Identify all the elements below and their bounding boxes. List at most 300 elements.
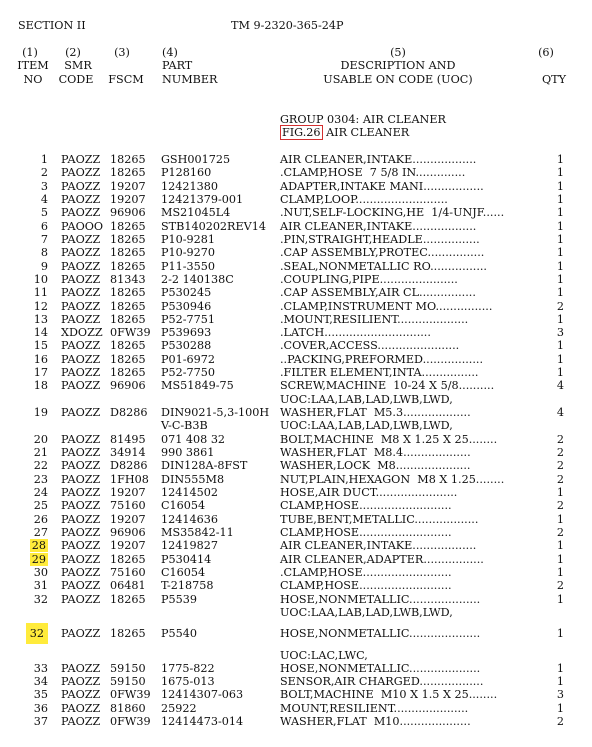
fscm-code-text: 18265 (110, 233, 146, 246)
quantity-text: 2 (556, 473, 564, 486)
smr-code-text: PAOZZ (61, 675, 101, 688)
description-text: HOSE,NONMETALLIC.................... (280, 593, 481, 606)
fscm-code-text: 18265 (110, 286, 146, 299)
item-number (14, 233, 48, 246)
smr-code (61, 313, 100, 326)
part-number (161, 260, 215, 273)
fscm-code-text: 18265 (110, 220, 146, 233)
fscm-code-text: 0FW39 (110, 688, 151, 701)
smr-code (61, 553, 100, 566)
description-text: ..PACKING,PREFORMED................. (280, 353, 484, 366)
smr-code-text: PAOZZ (61, 433, 101, 446)
fscm-code-text: 81495 (110, 433, 146, 446)
quantity-text: 2 (556, 526, 564, 539)
quantity-text: 1 (556, 286, 564, 299)
description-text: CLAMP,HOSE.......................... (280, 499, 452, 512)
quantity-text: 1 (556, 539, 564, 552)
item-number-text: 30 (33, 566, 48, 579)
description (280, 473, 504, 486)
description (280, 233, 480, 246)
fscm-code (110, 286, 146, 299)
description-text: HOSE,NONMETALLIC.................... (280, 662, 481, 675)
smr-code-text: PAOZZ (61, 153, 101, 166)
description-text: UOC:LAA,LAB,LAD,LWB,LWD, (280, 419, 453, 432)
item-number-text: 32 (33, 593, 48, 606)
description (280, 606, 453, 619)
fscm-code (110, 180, 146, 193)
fscm-code (110, 379, 146, 392)
part-number (161, 273, 234, 286)
item-number (14, 193, 48, 206)
part-number-text: DIN555M8 (161, 473, 225, 486)
part-number (161, 593, 197, 606)
quantity-text: 1 (556, 180, 564, 193)
part-number-text: 25922 (161, 702, 197, 715)
quantity-text: 1 (556, 273, 564, 286)
item-number (14, 486, 48, 499)
fscm-code (110, 246, 146, 259)
part-number-text: MS21045L4 (161, 206, 231, 219)
item-number (14, 406, 48, 419)
part-number-text: P11-3550 (161, 260, 216, 273)
smr-code (61, 326, 103, 339)
item-number-text: 6 (40, 220, 48, 233)
description-text: .CLAMP,HOSE 7 5/8 IN.............. (280, 166, 466, 179)
smr-code (61, 300, 100, 313)
fscm-code-text: 1FH08 (110, 473, 149, 486)
item-number-text: 5 (40, 206, 48, 219)
fscm-code (110, 300, 146, 313)
fscm-code-text: 18265 (110, 153, 146, 166)
description-text: NUT,PLAIN,HEXAGON M8 X 1.25........ (280, 473, 505, 486)
col-item-num: (1) (22, 46, 38, 59)
item-number-text: 29 (31, 553, 46, 566)
item-number (14, 260, 48, 273)
fscm-code-text: 19207 (110, 193, 146, 206)
smr-code (61, 286, 100, 299)
smr-code-text: PAOZZ (61, 688, 101, 701)
item-number-text: 12 (33, 300, 48, 313)
item-number (14, 180, 48, 193)
fscm-code (110, 313, 146, 326)
quantity (546, 406, 564, 419)
description-text: .CAP ASSEMBLY,PROTEC................ (280, 246, 485, 259)
smr-code-text: PAOZZ (61, 273, 101, 286)
item-number (14, 579, 48, 592)
quantity (546, 246, 564, 259)
smr-code-text: PAOZZ (61, 446, 101, 459)
part-number-text: P128160 (161, 166, 212, 179)
description (280, 260, 487, 273)
quantity (546, 353, 564, 366)
part-number-text: P530288 (161, 339, 212, 352)
description (280, 675, 483, 688)
fscm-code-text: 18265 (110, 366, 146, 379)
fscm-code (110, 662, 146, 675)
description-text: .CAP ASSEMBLY,AIR CL................ (280, 286, 476, 299)
smr-code (61, 627, 100, 640)
smr-code (61, 715, 100, 728)
quantity-text: 2 (556, 579, 564, 592)
description (280, 166, 465, 179)
part-number (161, 486, 218, 499)
description (280, 339, 459, 352)
col-smr-l2: CODE (58, 73, 94, 86)
item-number-text: 14 (33, 326, 48, 339)
description-text: .LATCH.............................. (280, 326, 431, 339)
fscm-code (110, 406, 147, 419)
quantity (546, 446, 564, 459)
description-text: SCREW,MACHINE 10-24 X 5/8.......... (280, 379, 495, 392)
quantity-text: 2 (556, 300, 564, 313)
item-number-text: 31 (33, 579, 48, 592)
smr-code-text: PAOZZ (61, 300, 101, 313)
item-number-text: 32 (26, 623, 48, 644)
item-number-text: 34 (33, 675, 48, 688)
part-number (161, 688, 243, 701)
smr-code (61, 406, 100, 419)
fscm-code-text: 96906 (110, 206, 146, 219)
quantity (546, 499, 564, 512)
figure-caption (280, 126, 409, 139)
tm-number: TM 9-2320-365-24P (231, 19, 344, 32)
fscm-code-text: 18265 (110, 313, 146, 326)
smr-code (61, 193, 100, 206)
description (280, 206, 504, 219)
description-text: .MOUNT,RESILIENT.................... (280, 313, 469, 326)
item-number (14, 353, 48, 366)
col-item-l1: ITEM (17, 59, 49, 72)
item-number-text: 28 (31, 539, 46, 552)
smr-code-text: PAOZZ (61, 366, 101, 379)
part-number-text: C16054 (161, 566, 206, 579)
description (280, 353, 483, 366)
smr-code (61, 486, 100, 499)
part-number-text: 12421380 (161, 180, 218, 193)
quantity-text: 2 (556, 715, 564, 728)
quantity (546, 260, 564, 273)
smr-code (61, 662, 100, 675)
item-number-text: 2 (40, 166, 48, 179)
description (280, 433, 497, 446)
part-number (161, 286, 211, 299)
part-number-text: P5539 (161, 593, 197, 606)
item-number-text: 21 (33, 446, 48, 459)
item-number (14, 300, 48, 313)
fscm-code (110, 579, 146, 592)
part-number-text: DIN128A-8FST (161, 459, 248, 472)
quantity-text: 4 (556, 406, 564, 419)
quantity-text: 2 (556, 459, 564, 472)
description (280, 553, 484, 566)
smr-code-text: PAOZZ (61, 206, 101, 219)
description-text: CLAMP,HOSE.......................... (280, 579, 452, 592)
item-number (14, 153, 48, 166)
part-number-text: 071 408 32 (161, 433, 226, 446)
item-number-text: 9 (40, 260, 48, 273)
smr-code (61, 513, 100, 526)
quantity (546, 579, 564, 592)
smr-code (61, 273, 100, 286)
part-number (161, 446, 214, 459)
smr-code (61, 675, 100, 688)
smr-code-text: PAOZZ (61, 379, 101, 392)
part-number (161, 473, 224, 486)
description (280, 702, 468, 715)
item-number (14, 246, 48, 259)
smr-code-text: PAOZZ (61, 526, 101, 539)
fscm-code-text: 81860 (110, 702, 146, 715)
quantity (546, 233, 564, 246)
description-text: .CLAMP,INSTRUMENT MO................ (280, 300, 493, 313)
part-number-text: 12414636 (161, 513, 218, 526)
description-text: MOUNT,RESILIENT..................... (280, 702, 469, 715)
description-text: HOSE,NONMETALLIC.................... (280, 627, 481, 640)
quantity (546, 486, 564, 499)
fscm-code-text: 19207 (110, 180, 146, 193)
group-title: GROUP 0304: AIR CLEANER (280, 113, 446, 126)
fscm-code (110, 473, 149, 486)
part-number-text: P01-6972 (161, 353, 216, 366)
fscm-code-text: 18265 (110, 166, 146, 179)
description (280, 446, 471, 459)
item-number-text: 15 (33, 339, 48, 352)
item-number-text: 25 (33, 499, 48, 512)
fscm-code-text: 75160 (110, 499, 146, 512)
smr-code-text: PAOZZ (61, 627, 101, 640)
fscm-code-text: D8286 (110, 406, 148, 419)
part-number-text: 12414473-014 (161, 715, 244, 728)
description (280, 379, 494, 392)
item-number (14, 366, 48, 379)
description-text: BOLT,MACHINE M8 X 1.25 X 25........ (280, 433, 498, 446)
part-number-text: P5540 (161, 627, 197, 640)
fscm-code (110, 206, 146, 219)
description-text: SENSOR,AIR CHARGED.................. (280, 675, 484, 688)
quantity-text: 1 (556, 662, 564, 675)
fscm-code (110, 260, 146, 273)
item-number (14, 379, 48, 392)
quantity-text: 1 (556, 486, 564, 499)
item-number (14, 473, 48, 486)
quantity (546, 513, 564, 526)
item-number (14, 326, 48, 339)
part-number-text: P530414 (161, 553, 212, 566)
item-number (14, 286, 48, 299)
col-desc-l1: DESCRIPTION AND (340, 59, 456, 72)
item-number (14, 339, 48, 352)
quantity (546, 473, 564, 486)
smr-code (61, 260, 100, 273)
description (280, 326, 431, 339)
col-qty-num: (6) (538, 46, 554, 59)
part-number (161, 406, 269, 419)
description (280, 419, 453, 432)
col-part-l1: PART (162, 59, 193, 72)
section-label: SECTION II (18, 19, 86, 32)
part-number-text: MS35842-11 (161, 526, 234, 539)
description-text: WASHER,FLAT M10.................... (280, 715, 471, 728)
fscm-code-text: 59150 (110, 662, 146, 675)
quantity (546, 593, 564, 606)
fscm-code (110, 499, 146, 512)
item-number-text: 19 (33, 406, 48, 419)
description-text: .FILTER ELEMENT,INTA................ (280, 366, 479, 379)
quantity-text: 1 (556, 220, 564, 233)
smr-code-text: PAOZZ (61, 715, 101, 728)
item-number (14, 273, 48, 286)
smr-code-text: PAOZZ (61, 579, 101, 592)
part-number-text: T-218758 (161, 579, 214, 592)
part-number (161, 180, 218, 193)
description (280, 526, 452, 539)
figure-link[interactable]: FIG.26 (282, 126, 321, 139)
quantity (546, 662, 564, 675)
fscm-code-text: 34914 (110, 446, 146, 459)
smr-code-text: PAOZZ (61, 166, 101, 179)
description-text: AIR CLEANER,INTAKE.................. (280, 539, 477, 552)
quantity-text: 1 (556, 313, 564, 326)
quantity-text: 1 (556, 702, 564, 715)
quantity-text: 1 (556, 553, 564, 566)
item-number (14, 553, 48, 566)
item-number (14, 627, 48, 640)
item-number-text: 20 (33, 433, 48, 446)
fscm-code (110, 593, 146, 606)
item-number (14, 539, 48, 552)
quantity (546, 180, 564, 193)
fscm-code-text: 18265 (110, 300, 146, 313)
fscm-code-text: 18265 (110, 593, 146, 606)
smr-code-text: PAOZZ (61, 539, 101, 552)
fscm-code (110, 166, 146, 179)
part-number (161, 539, 218, 552)
quantity (546, 379, 564, 392)
fscm-code-text: 59150 (110, 675, 146, 688)
smr-code (61, 153, 100, 166)
quantity-text: 1 (556, 246, 564, 259)
fscm-code-text: 18265 (110, 553, 146, 566)
part-number-text: 1675-013 (161, 675, 215, 688)
part-number (161, 166, 211, 179)
item-number (14, 206, 48, 219)
part-number-text: P52-7750 (161, 366, 216, 379)
smr-code (61, 459, 100, 472)
quantity (546, 688, 564, 701)
quantity (546, 553, 564, 566)
quantity (546, 702, 564, 715)
quantity (546, 313, 564, 326)
smr-code-text: PAOZZ (61, 406, 101, 419)
quantity-text: 1 (556, 513, 564, 526)
part-number-text: P52-7751 (161, 313, 216, 326)
description-text: UOC:LAA,LAB,LAD,LWB,LWD, (280, 606, 453, 619)
part-number-text: GSH001725 (161, 153, 231, 166)
quantity-text: 3 (556, 688, 564, 701)
item-number-text: 36 (33, 702, 48, 715)
part-number (161, 193, 243, 206)
item-number (14, 702, 48, 715)
item-number (14, 166, 48, 179)
item-number (14, 688, 48, 701)
smr-code-text: PAOZZ (61, 473, 101, 486)
fscm-code (110, 459, 147, 472)
item-number-text: 10 (33, 273, 48, 286)
fscm-code-text: 06481 (110, 579, 146, 592)
quantity-text: 1 (556, 193, 564, 206)
part-number (161, 379, 234, 392)
part-number-text: P10-9270 (161, 246, 216, 259)
smr-code (61, 593, 100, 606)
item-number (14, 313, 48, 326)
smr-code-text: PAOZZ (61, 662, 101, 675)
part-number-text: P539693 (161, 326, 212, 339)
quantity (546, 526, 564, 539)
quantity (546, 433, 564, 446)
item-number-text: 18 (33, 379, 48, 392)
item-number-text: 13 (33, 313, 48, 326)
col-fscm-l2: FSCM (108, 73, 144, 86)
part-number (161, 366, 215, 379)
description (280, 193, 448, 206)
part-number (161, 526, 234, 539)
item-number (14, 446, 48, 459)
quantity (546, 206, 564, 219)
part-number (161, 353, 215, 366)
description-text: AIR CLEANER,ADAPTER................. (280, 553, 484, 566)
quantity-text: 1 (556, 339, 564, 352)
quantity (546, 326, 564, 339)
smr-code (61, 702, 100, 715)
description (280, 486, 457, 499)
item-number-text: 17 (33, 366, 48, 379)
fscm-code (110, 675, 146, 688)
fscm-code (110, 220, 146, 233)
item-number-text: 26 (33, 513, 48, 526)
description (280, 220, 476, 233)
description (280, 393, 453, 406)
smr-code (61, 379, 100, 392)
fscm-code (110, 566, 146, 579)
fscm-code (110, 326, 151, 339)
smr-code (61, 539, 100, 552)
col-smr-num: (2) (65, 46, 81, 59)
col-fscm-num: (3) (114, 46, 130, 59)
fscm-code-text: 18265 (110, 353, 146, 366)
fscm-code (110, 153, 146, 166)
item-number (14, 499, 48, 512)
fscm-code-text: 81343 (110, 273, 146, 286)
quantity-text: 1 (556, 353, 564, 366)
quantity (546, 675, 564, 688)
fscm-code-text: 19207 (110, 539, 146, 552)
smr-code (61, 579, 100, 592)
smr-code (61, 433, 100, 446)
part-number-text: C16054 (161, 499, 206, 512)
item-number (14, 459, 48, 472)
part-number-text: MS51849-75 (161, 379, 234, 392)
quantity (546, 193, 564, 206)
smr-code-text: PAOZZ (61, 339, 101, 352)
item-number-text: 27 (33, 526, 48, 539)
quantity (546, 459, 564, 472)
smr-code-text: PAOZZ (61, 260, 101, 273)
quantity-text: 1 (556, 260, 564, 273)
part-number (161, 300, 211, 313)
description-text: UOC:LAA,LAB,LAD,LWB,LWD, (280, 393, 453, 406)
smr-code-text: PAOZZ (61, 353, 101, 366)
item-number-text: 35 (33, 688, 48, 701)
